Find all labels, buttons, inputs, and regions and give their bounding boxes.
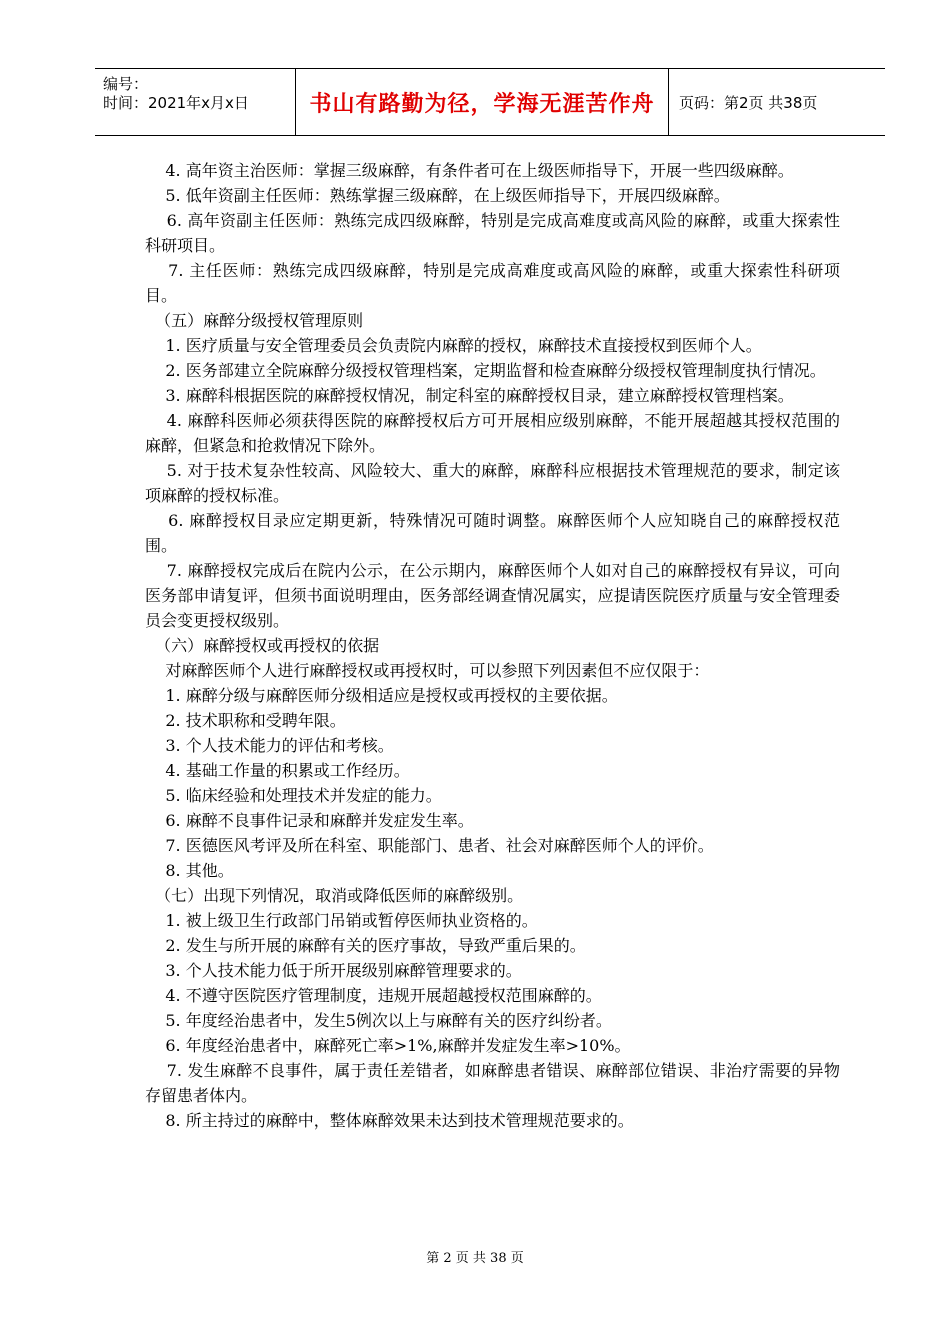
paragraph: 5. 临床经验和处理技术并发症的能力。 [145, 786, 442, 805]
document-time-label: 时间：2021年x月x日 [103, 94, 249, 112]
paragraph: 2. 医务部建立全院麻醉分级授权管理档案，定期监督和检查麻醉分级授权管理制度执行情况。 [145, 361, 826, 380]
paragraph: 6. 麻醉不良事件记录和麻醉并发症发生率。 [145, 811, 474, 830]
paragraph: 1. 麻醉分级与麻醉医师分级相适应是授权或再授权的主要依据。 [145, 686, 618, 705]
page-footer: 第 2 页 共 38 页 [426, 1251, 524, 1266]
paragraph: 3. 麻醉科根据医院的麻醉授权情况，制定科室的麻醉授权目录，建立麻醉授权管理档案。 [145, 386, 794, 405]
paragraph: 4. 麻醉科医师必须获得医院的麻醉授权后方可开展相应级别麻醉，不能开展超越其授权范围的麻醉，但紧急和抢救情况下除外。 [145, 411, 841, 455]
paragraph: （五）麻醉分级授权管理原则 [145, 311, 364, 330]
page-header [95, 68, 885, 136]
paragraph: 2. 技术职称和受聘年限。 [145, 711, 346, 730]
paragraph: 8. 所主持过的麻醉中，整体麻醉效果未达到技术管理规范要求的。 [145, 1111, 634, 1130]
paragraph: 4. 不遵守医院医疗管理制度，违规开展超越授权范围麻醉的。 [145, 986, 602, 1005]
paragraph: 3. 个人技术能力的评估和考核。 [145, 736, 394, 755]
paragraph: 4. 高年资主治医师：掌握三级麻醉，有条件者可在上级医师指导下，开展一些四级麻醉。 [145, 161, 794, 180]
paragraph: 3. 个人技术能力低于所开展级别麻醉管理要求的。 [145, 961, 522, 980]
paragraph: 8. 其他。 [145, 861, 234, 880]
paragraph: 6. 年度经治患者中，麻醉死亡率>1%,麻醉并发症发生率>10%。 [145, 1036, 631, 1055]
paragraph: 1. 被上级卫生行政部门吊销或暂停医师执业资格的。 [145, 911, 538, 930]
paragraph: 1. 医疗质量与安全管理委员会负责院内麻醉的授权，麻醉技术直接授权到医师个人。 [145, 336, 762, 355]
paragraph: 6. 高年资副主任医师：熟练完成四级麻醉，特别是完成高难度或高风险的麻醉，或重大探索性科研项目。 [145, 211, 841, 255]
paragraph: 4. 基础工作量的积累或工作经历。 [145, 761, 410, 780]
paragraph: （六）麻醉授权或再授权的依据 [145, 636, 380, 655]
header-meta [95, 69, 296, 135]
paragraph: 5. 年度经治患者中，发生5例次以上与麻醉有关的医疗纠纷者。 [145, 1011, 612, 1030]
document-body [145, 158, 840, 1133]
paragraph: 5. 对于技术复杂性较高、风险较大、重大的麻醉，麻醉科应根据技术管理规范的要求，制定该项麻醉的授权标准。 [145, 461, 841, 505]
paragraph: 6. 麻醉授权目录应定期更新，特殊情况可随时调整。麻醉医师个人应知晓自己的麻醉授权范围。 [145, 511, 841, 555]
paragraph: 5. 低年资副主任医师：熟练掌握三级麻醉，在上级医师指导下，开展四级麻醉。 [145, 186, 730, 205]
paragraph: 7. 发生麻醉不良事件，属于责任差错者，如麻醉患者错误、麻醉部位错误、非治疗需要的异物存留患者体内。 [145, 1061, 841, 1105]
paragraph: 7. 医德医风考评及所在科室、职能部门、患者、社会对麻醉医师个人的评价。 [145, 836, 714, 855]
paragraph: （七）出现下列情况，取消或降低医师的麻醉级别。 [145, 886, 524, 905]
paragraph: 7. 主任医师：熟练完成四级麻醉，特别是完成高难度或高风险的麻醉，或重大探索性科研项目。 [145, 261, 841, 305]
header-motto: 书山有路勤为径，学海无涯苦作舟 [296, 69, 669, 135]
document-number-label: 编号： [103, 75, 149, 93]
header-page-number: 页码：第2页 共38页 [679, 93, 818, 112]
paragraph: 2. 发生与所开展的麻醉有关的医疗事故，导致严重后果的。 [145, 936, 586, 955]
paragraph: 7. 麻醉授权完成后在院内公示，在公示期内，麻醉医师个人如对自己的麻醉授权有异议，可向医务部申请复评，但须书面说明理由，医务部经调查情况属实，应提请医院医疗质量与安全管理委员会变更授权级别。 [145, 561, 841, 630]
paragraph: 对麻醉医师个人进行麻醉授权或再授权时，可以参照下列因素但不应仅限于： [145, 661, 710, 680]
